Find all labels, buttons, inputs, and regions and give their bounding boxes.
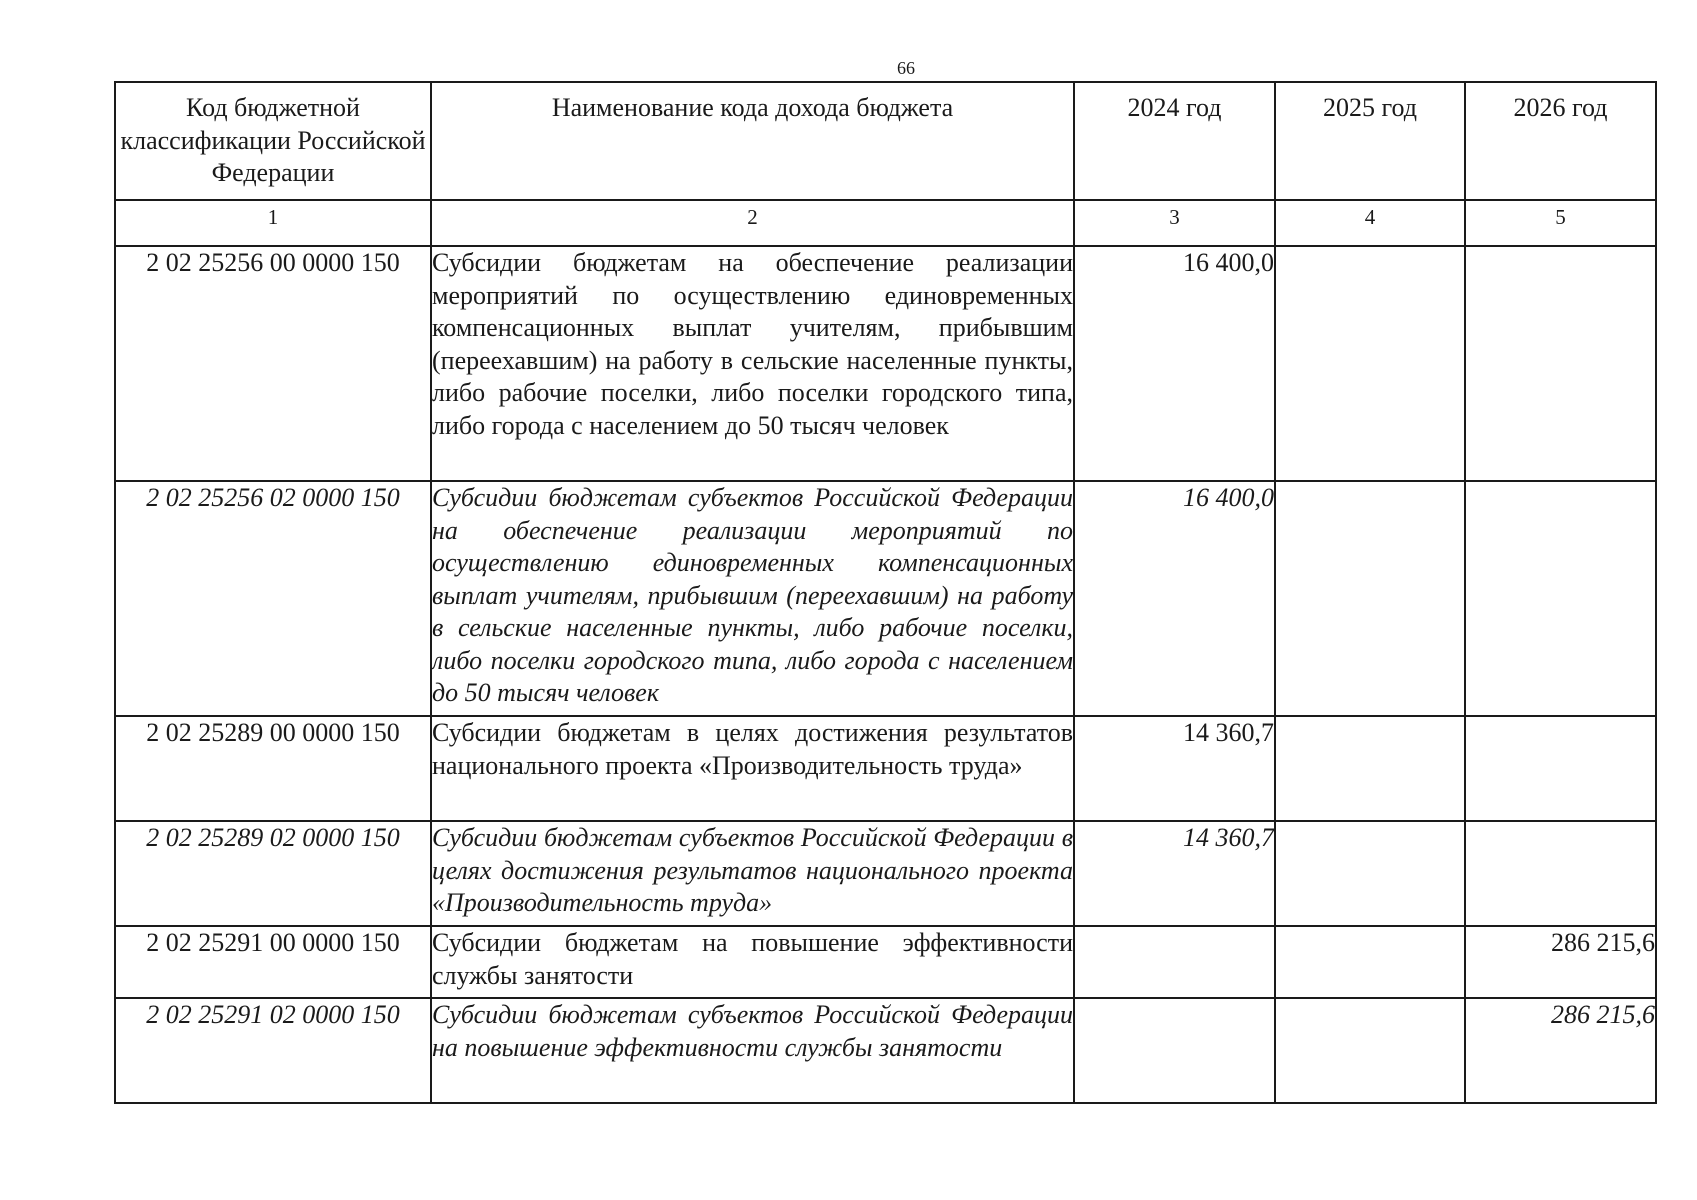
- value-2025-cell: [1275, 926, 1465, 998]
- table-row: [115, 481, 1656, 716]
- page-number: 66: [897, 58, 915, 78]
- value-2024-cell: [1074, 998, 1275, 1103]
- value-2025-cell: [1275, 481, 1465, 716]
- budget-code-cell: 2 02 25256 00 0000 150: [115, 246, 431, 481]
- table-row: [115, 716, 1656, 821]
- value-2026-cell: [1465, 246, 1656, 481]
- header-year-2025: 2025 год: [1275, 82, 1465, 200]
- column-number: 3: [1074, 200, 1275, 246]
- column-number-row: [115, 200, 1656, 246]
- income-name-cell: Субсидии бюджетам на повышение эффективности службы занятости: [431, 926, 1074, 998]
- value-2025-cell: [1275, 998, 1465, 1103]
- budget-code-cell: 2 02 25289 02 0000 150: [115, 821, 431, 926]
- header-year-2024: 2024 год: [1074, 82, 1275, 200]
- value-2024-cell: 14 360,7: [1074, 821, 1275, 926]
- header-income-name: Наименование кода дохода бюджета: [431, 82, 1074, 200]
- income-name-cell: Субсидии бюджетам на обеспечение реализации мероприятий по осуществлению единовременных компенсационных выплат учителям, прибывшим (переехавшим) на работу в сельские населенные пункты, либо рабочие поселки, либо поселки городского типа, либо города с населением до 50 тысяч человек: [431, 246, 1074, 481]
- table-row: [115, 998, 1656, 1103]
- header-year-2026: 2026 год: [1465, 82, 1656, 200]
- income-name-cell: Субсидии бюджетам субъектов Российской Федерации на повышение эффективности службы занятости: [431, 998, 1074, 1103]
- income-name-cell: Субсидии бюджетам в целях достижения результатов национального проекта «Производительность труда»: [431, 716, 1074, 821]
- value-2024-cell: 14 360,7: [1074, 716, 1275, 821]
- column-number: 4: [1275, 200, 1465, 246]
- table-row: [115, 926, 1656, 998]
- value-2024-cell: [1074, 926, 1275, 998]
- value-2026-cell: 286 215,6: [1465, 998, 1656, 1103]
- budget-code-cell: 2 02 25291 02 0000 150: [115, 998, 431, 1103]
- column-number: 2: [431, 200, 1074, 246]
- budget-income-table: [114, 81, 1657, 1104]
- budget-code-cell: 2 02 25289 00 0000 150: [115, 716, 431, 821]
- income-name-cell: Субсидии бюджетам субъектов Российской Федерации на обеспечение реализации мероприятий по осуществлению единовременных компенсационных выплат учителям, прибывшим (переехавшим) на работу в сельские населенные пункты, либо рабочие поселки, либо поселки городского типа, либо города с населением до 50 тысяч человек: [431, 481, 1074, 716]
- table-row: [115, 821, 1656, 926]
- header-budget-code: Код бюджетной классификации Российской Федерации: [115, 82, 431, 200]
- value-2026-cell: [1465, 716, 1656, 821]
- column-number: 1: [115, 200, 431, 246]
- income-name-cell: Субсидии бюджетам субъектов Российской Федерации в целях достижения результатов национального проекта «Производительность труда»: [431, 821, 1074, 926]
- value-2025-cell: [1275, 246, 1465, 481]
- value-2025-cell: [1275, 821, 1465, 926]
- value-2026-cell: 286 215,6: [1465, 926, 1656, 998]
- budget-code-cell: 2 02 25256 02 0000 150: [115, 481, 431, 716]
- value-2026-cell: [1465, 821, 1656, 926]
- value-2024-cell: 16 400,0: [1074, 481, 1275, 716]
- value-2024-cell: 16 400,0: [1074, 246, 1275, 481]
- value-2026-cell: [1465, 481, 1656, 716]
- table-header-row: [115, 82, 1656, 200]
- budget-code-cell: 2 02 25291 00 0000 150: [115, 926, 431, 998]
- value-2025-cell: [1275, 716, 1465, 821]
- column-number: 5: [1465, 200, 1656, 246]
- table-row: [115, 246, 1656, 481]
